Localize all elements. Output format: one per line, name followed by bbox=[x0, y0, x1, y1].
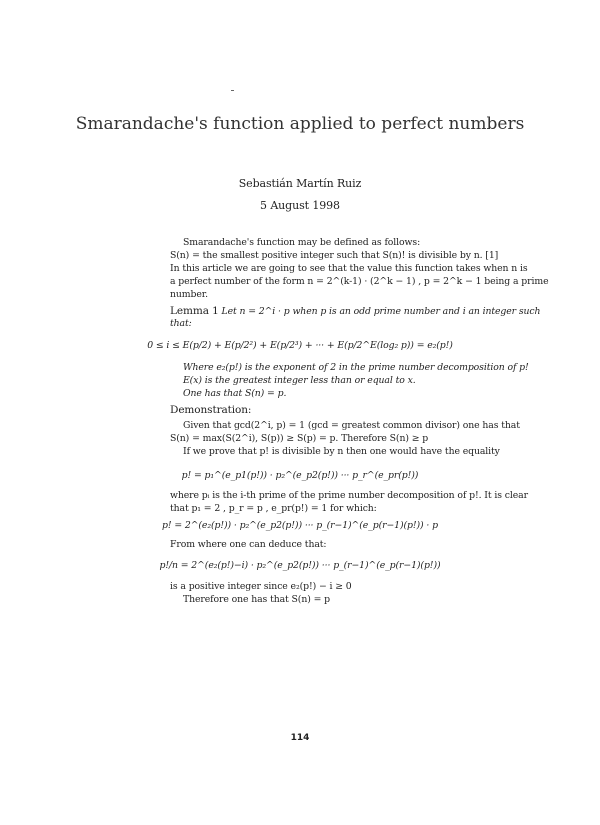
equation: p! = p₁^(e_p1(p!)) · p₂^(e_p2(p!)) ··· p_r^(e_pr(p!)) bbox=[181, 470, 419, 481]
body-line: number. bbox=[170, 289, 208, 300]
body-line: In this article we are going to see that the value this function takes when n is bbox=[170, 263, 528, 274]
body-line: Given that gcd(2^i, p) = 1 (gcd = greatest common divisor) one has that bbox=[183, 420, 520, 431]
body-line: where pᵢ is the i-th prime of the prime number decomposition of p!. It is clear bbox=[170, 490, 528, 501]
section-heading: Demonstration: bbox=[170, 404, 252, 416]
lemma-label: Lemma 1 bbox=[170, 305, 219, 317]
body-line: Smarandache's function may be defined as follows: bbox=[183, 237, 421, 248]
body-line: If we prove that p! is divisible by n then one would have the equality bbox=[183, 446, 500, 457]
equation: 0 ≤ i ≤ E(p/2) + E(p/2²) + E(p/2³) + ··· + E(p/2^E(log₂ p)) = e₂(p!) bbox=[147, 340, 453, 351]
author: Sebastián Martín Ruiz bbox=[238, 177, 362, 190]
page-number: 114 bbox=[290, 733, 310, 743]
body-line: S(n) = max(S(2^i), S(p)) ≥ S(p) = p. Therefore S(n) ≥ p bbox=[170, 433, 429, 444]
scan-mark bbox=[231, 90, 234, 91]
body-line: a perfect number of the form n = 2^(k-1) · (2^k − 1) , p = 2^k − 1 being a prime bbox=[170, 276, 549, 287]
lemma-line: E(x) is the greatest integer less than or equal to x. bbox=[183, 375, 416, 386]
lemma-line: One has that S(n) = p. bbox=[183, 388, 287, 399]
body-line: Therefore one has that S(n) = p bbox=[183, 594, 330, 605]
body-line: that p₁ = 2 , p_r = p , e_pr(p!) = 1 for which: bbox=[170, 503, 377, 514]
lemma-line bbox=[170, 305, 540, 317]
lemma-line: Where e₂(p!) is the exponent of 2 in the prime number decomposition of p! bbox=[183, 362, 529, 373]
equation: p! = 2^(e₂(p!)) · p₂^(e_p2(p!)) ··· p_(r−1)^(e_p(r−1)(p!)) · p bbox=[162, 520, 438, 531]
lemma-line: that: bbox=[170, 318, 192, 329]
lemma-text: Let n = 2^i · p when p is an odd prime number and i an integer such bbox=[221, 306, 541, 317]
body-line: S(n) = the smallest positive integer such that S(n)! is divisible by n. [1] bbox=[170, 250, 499, 261]
body-line: is a positive integer since e₂(p!) − i ≥ 0 bbox=[170, 581, 352, 592]
equation: p!/n = 2^(e₂(p!)−i) · p₂^(e_p2(p!)) ··· p_(r−1)^(e_p(r−1)(p!)) bbox=[159, 560, 441, 571]
date: 5 August 1998 bbox=[260, 199, 340, 212]
paper-title: Smarandache's function applied to perfect numbers bbox=[75, 114, 525, 134]
body-line: From where one can deduce that: bbox=[170, 539, 327, 550]
